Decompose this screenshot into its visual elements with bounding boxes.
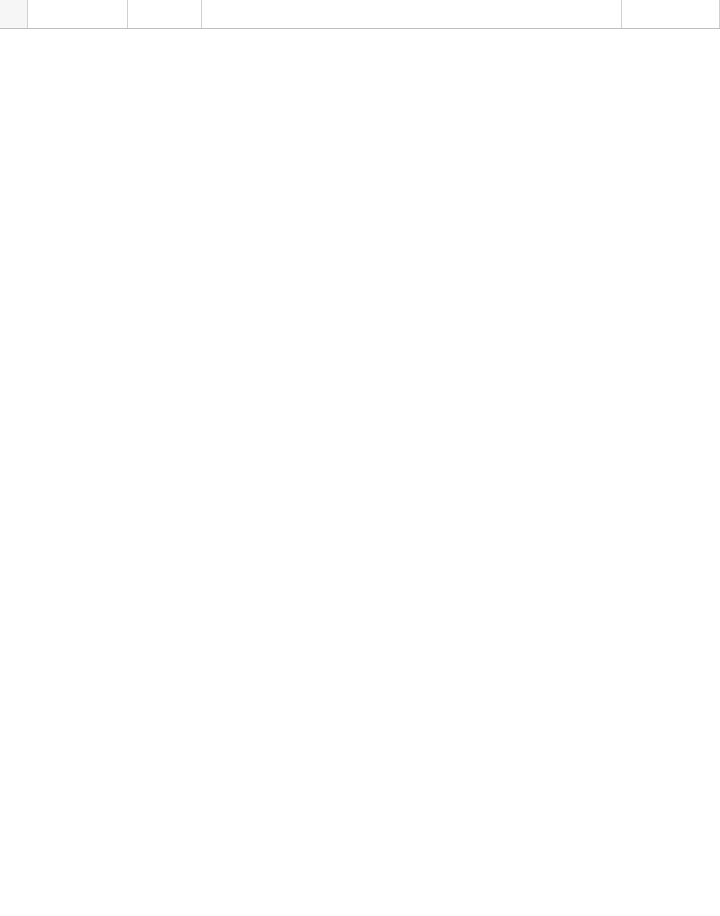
column-header-role[interactable] <box>622 0 720 28</box>
column-header-category[interactable] <box>28 0 128 28</box>
column-header-detail[interactable] <box>202 0 622 28</box>
row-number-header <box>0 0 28 28</box>
header-row <box>0 0 720 29</box>
column-header-name[interactable] <box>128 0 202 28</box>
